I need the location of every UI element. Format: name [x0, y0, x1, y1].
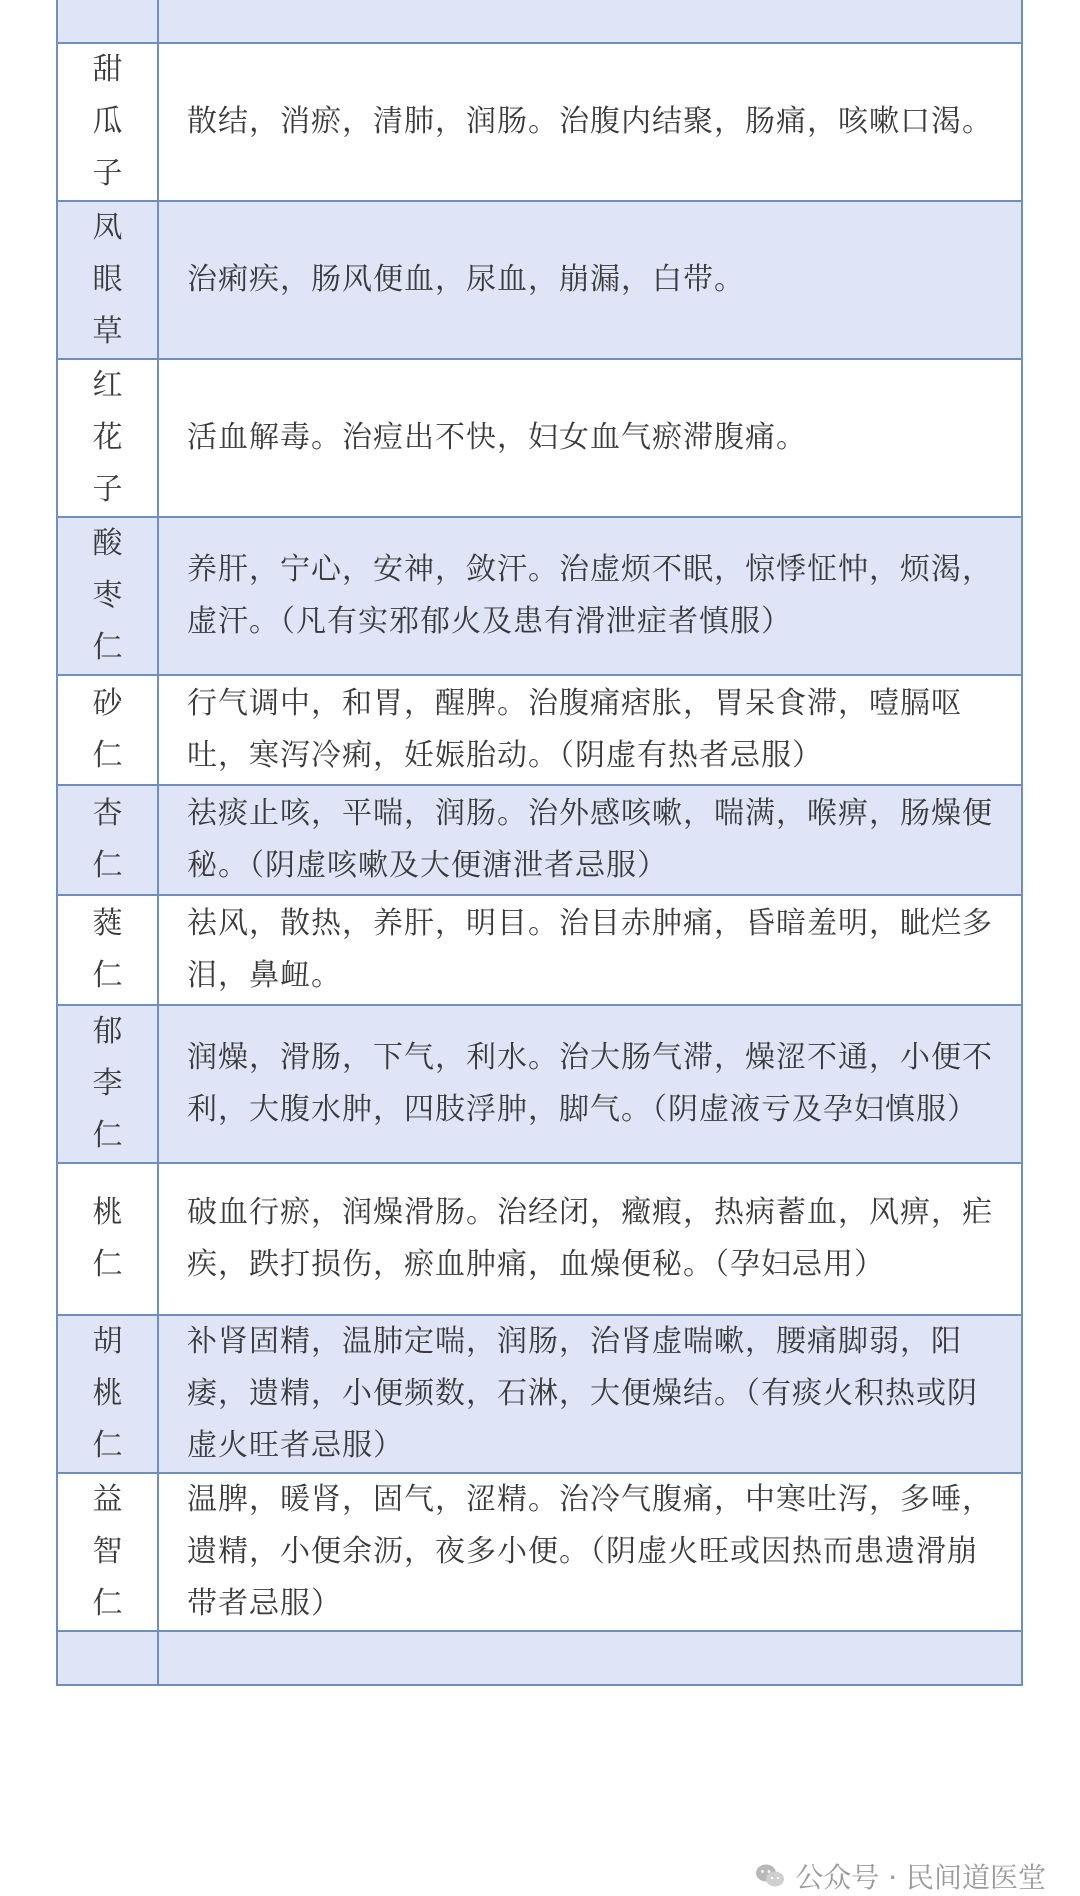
herb-name: 益智仁	[57, 1473, 158, 1631]
herb-name: 砂仁	[57, 675, 158, 785]
table-row	[57, 517, 1022, 675]
herb-description: 治痢疾，肠风便血，尿血，崩漏，白带。	[158, 201, 1022, 359]
herb-name: 桃仁	[57, 1163, 158, 1315]
herb-name	[57, 1631, 158, 1685]
herb-name: 胡桃仁	[57, 1315, 158, 1473]
herb-name: 凤眼草	[57, 201, 158, 359]
herb-description: 养肝，宁心，安神，敛汗。治虚烦不眠，惊悸怔忡，烦渴，虚汗。（凡有实邪郁火及患有滑泄症者慎服）	[158, 517, 1022, 675]
herb-description: 祛痰止咳，平喘，润肠。治外感咳嗽，喘满，喉痹，肠燥便秘。（阴虚咳嗽及大便溏泄者忌服）	[158, 785, 1022, 895]
wechat-icon	[755, 1863, 785, 1889]
table-row	[57, 43, 1022, 201]
herb-name: 红花子	[57, 359, 158, 517]
herb-description: 祛风，散热，养肝，明目。治目赤肿痛，昏暗羞明，眦烂多泪，鼻衄。	[158, 895, 1022, 1005]
herb-description	[158, 0, 1022, 43]
herb-description: 补肾固精，温肺定喘，润肠，治肾虚喘嗽，腰痛脚弱，阳痿，遗精，小便频数，石淋，大便燥结。（有痰火积热或阴虚火旺者忌服）	[158, 1315, 1022, 1473]
herb-table	[56, 0, 1023, 1686]
table-row	[57, 1163, 1022, 1315]
herb-description	[158, 1631, 1022, 1685]
table-row	[57, 1005, 1022, 1163]
herb-name: 酸枣仁	[57, 517, 158, 675]
table-row	[57, 0, 1022, 43]
herb-name	[57, 0, 158, 43]
table-row	[57, 675, 1022, 785]
table-row	[57, 1631, 1022, 1685]
table-row	[57, 359, 1022, 517]
table-row	[57, 895, 1022, 1005]
watermark	[755, 1856, 1046, 1896]
herb-description: 散结，消瘀，清肺，润肠。治腹内结聚，肠痛，咳嗽口渴。	[158, 43, 1022, 201]
herb-description: 润燥，滑肠，下气，利水。治大肠气滞，燥涩不通，小便不利，大腹水肿，四肢浮肿，脚气。（阴虚液亏及孕妇慎服）	[158, 1005, 1022, 1163]
table-row	[57, 785, 1022, 895]
herb-description: 行气调中，和胃，醒脾。治腹痛痞胀，胃呆食滞，噎膈呕吐，寒泻冷痢，妊娠胎动。（阴虚有热者忌服）	[158, 675, 1022, 785]
herb-name: 郁李仁	[57, 1005, 158, 1163]
herb-name: 杏仁	[57, 785, 158, 895]
herb-description: 破血行瘀，润燥滑肠。治经闭，癥瘕，热病蓄血，风痹，疟疾，跌打损伤，瘀血肿痛，血燥便秘。（孕妇忌用）	[158, 1163, 1022, 1315]
herb-name: 甜瓜子	[57, 43, 158, 201]
herb-description: 温脾，暖肾，固气，涩精。治冷气腹痛，中寒吐泻，多唾，遗精，小便余沥，夜多小便。（阴虚火旺或因热而患遗滑崩带者忌服）	[158, 1473, 1022, 1631]
table-row	[57, 1473, 1022, 1631]
herb-description: 活血解毒。治痘出不快，妇女血气瘀滞腹痛。	[158, 359, 1022, 517]
table-row	[57, 201, 1022, 359]
table-row	[57, 1315, 1022, 1473]
herb-name: 蕤仁	[57, 895, 158, 1005]
watermark-text: 公众号 · 民间道医堂	[795, 1861, 1046, 1894]
